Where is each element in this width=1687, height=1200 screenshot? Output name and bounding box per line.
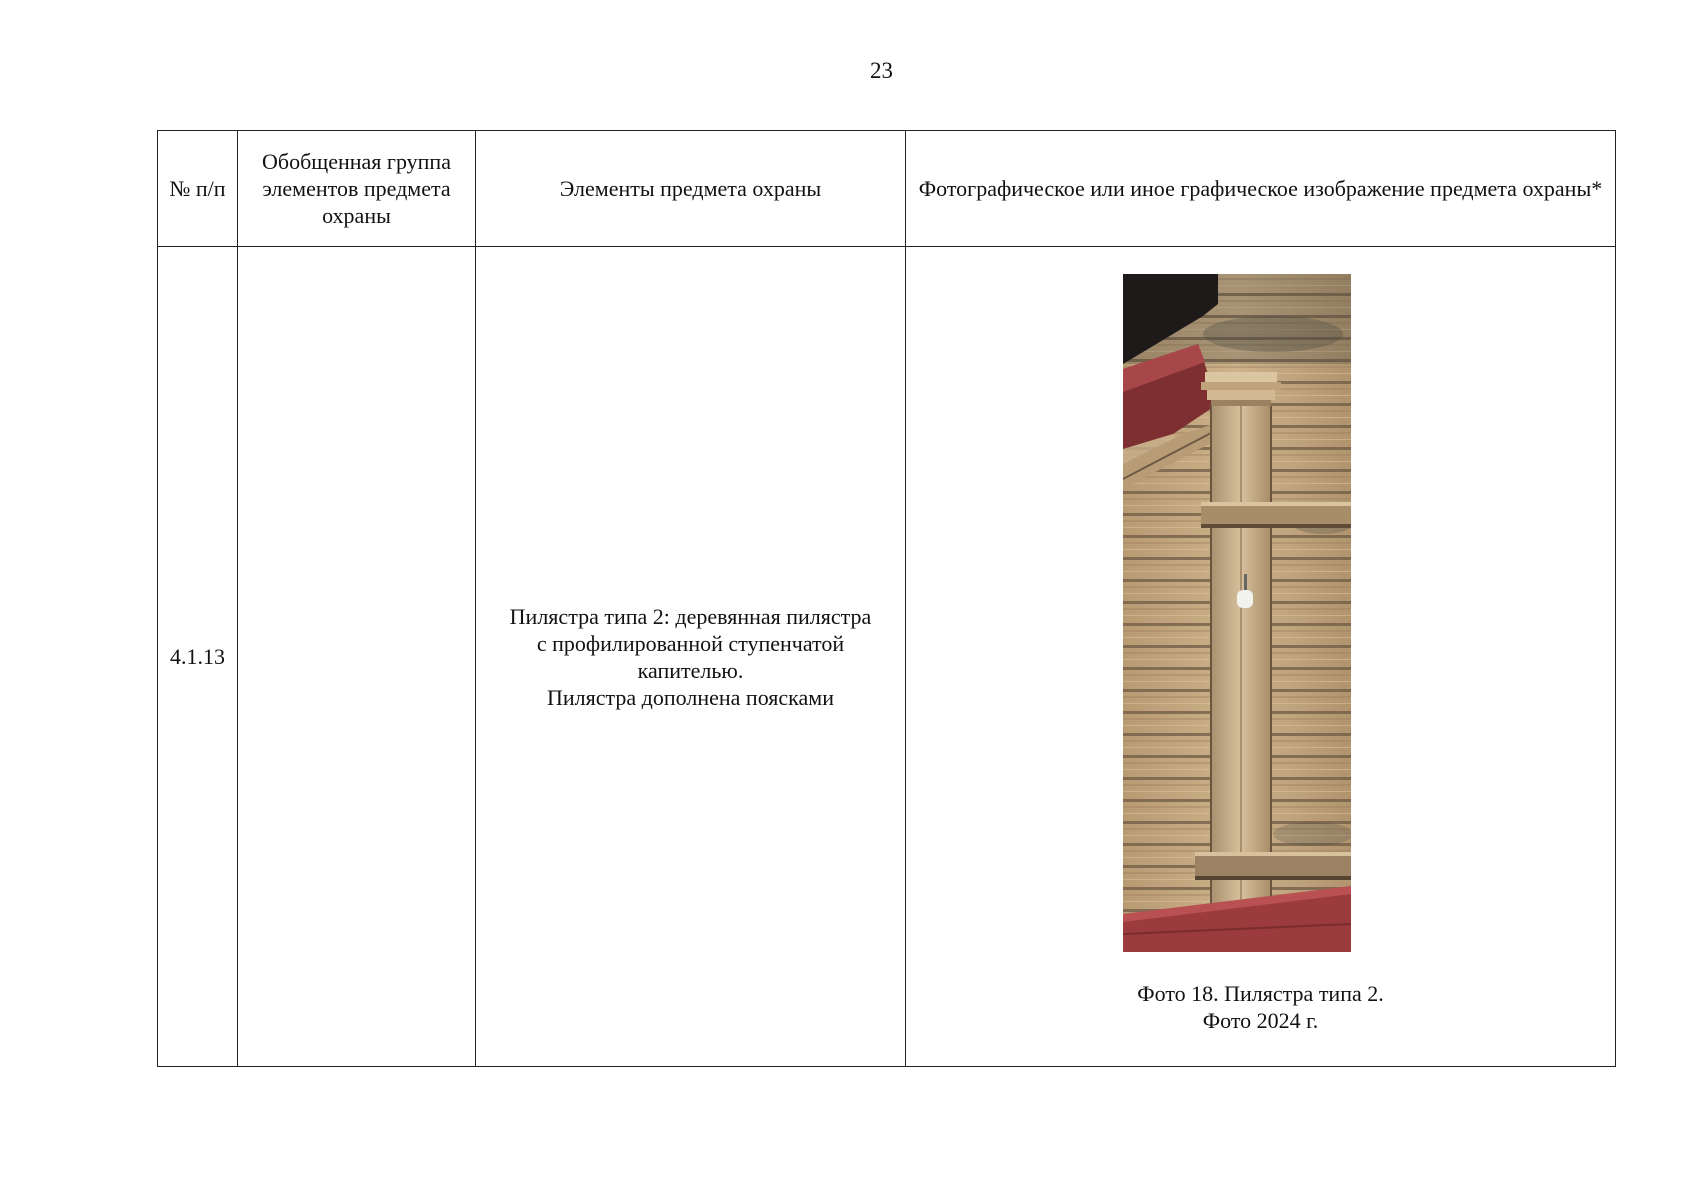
photo-caption-line: Фото 18. Пилястра типа 2. [1137,981,1384,1006]
row-elements [476,247,906,1067]
photo-caption-line: Фото 2024 г. [1202,1008,1319,1033]
pilaster-photo-image [1123,274,1351,952]
elements-line: Пилястра типа 2: деревянная пилястра [509,603,872,629]
header-group: Обобщенная группа элементов предмета охраны [238,131,476,247]
table-header-row [158,131,1616,247]
header-number: № п/п [158,131,238,247]
row-number: 4.1.13 [158,247,238,1067]
table-row [158,247,1616,1067]
protection-table [157,130,1616,1067]
photo-caption [906,980,1615,1034]
elements-line: капителью. [637,657,744,683]
header-elements: Элементы предмета охраны [476,131,906,247]
elements-line: с профилированной ступенчатой [536,630,845,656]
elements-line: Пилястра дополнена поясками [547,684,834,710]
row-group [238,247,476,1067]
page-number: 23 [870,58,893,83]
header-photo: Фотографическое или иное графическое изображение предмета охраны* [906,131,1616,247]
row-photo [906,247,1616,1067]
pilaster-photo [1123,274,1351,952]
elements-description [484,603,897,711]
